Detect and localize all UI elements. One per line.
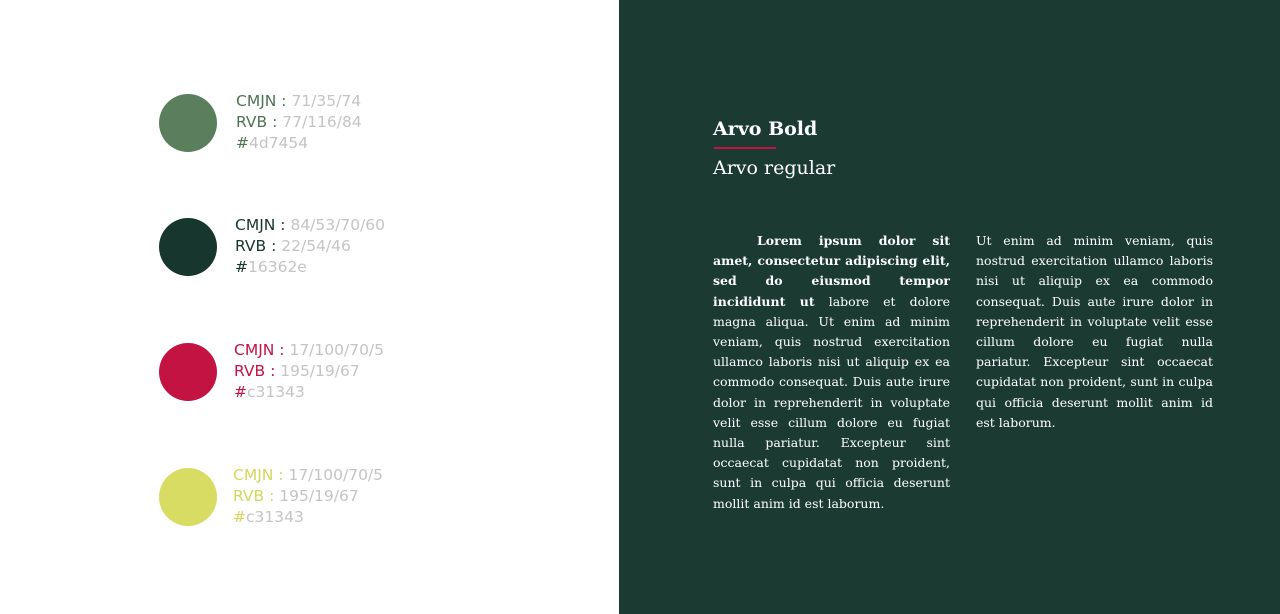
cmjn-value: 84/53/70/60 <box>290 216 386 234</box>
typography-panel <box>619 0 1280 614</box>
swatch-row-dark-green <box>159 215 559 278</box>
bold-font-title: Arvo Bold <box>713 118 818 140</box>
cmjn-line <box>235 215 385 236</box>
hex-line <box>236 133 362 154</box>
color-swatch-crimson <box>159 343 217 401</box>
hex-line <box>234 382 384 403</box>
cmjn-line <box>233 465 383 486</box>
rvb-value: 195/19/67 <box>280 362 360 380</box>
swatch-row-sage-green <box>159 91 559 154</box>
color-palette-panel <box>0 0 619 614</box>
cmjn-line <box>234 340 384 361</box>
rvb-label: RVB : <box>236 113 278 131</box>
color-swatch-lime <box>159 468 217 526</box>
sample-text-lead-bold: Lorem ipsum dolor sit amet, consectetur adipiscing elit, sed do eiusmod tempor incididunt ut <box>713 233 950 309</box>
color-swatch-sage-green <box>159 94 217 152</box>
cmjn-label: CMJN : <box>233 466 284 484</box>
swatch-row-lime <box>159 465 559 528</box>
cmjn-value: 17/100/70/5 <box>288 466 384 484</box>
color-codes <box>236 91 362 154</box>
rvb-line <box>236 112 362 133</box>
rvb-label: RVB : <box>233 487 275 505</box>
hex-line <box>235 257 385 278</box>
rvb-value: 22/54/46 <box>281 237 351 255</box>
hex-value: 4d7454 <box>249 134 309 152</box>
color-swatch-dark-green <box>159 218 217 276</box>
rvb-line <box>234 361 384 382</box>
hex-prefix: # <box>233 508 246 526</box>
swatch-row-crimson <box>159 340 559 403</box>
hex-line <box>233 507 383 528</box>
regular-font-title: Arvo regular <box>713 157 836 179</box>
rvb-value: 77/116/84 <box>282 113 362 131</box>
sample-text-column-2: Ut enim ad minim veniam, quis nostrud exercitation ullamco laboris nisi ut aliquip ex ea commodo consequat. Duis aute irure dolor in reprehenderit in voluptate velit esse cillum dolore eu fugiat nulla pariatur. Excepteur sint occaecat cupidatat non proident, sunt in culpa qui officia deserunt mollit anim id est laborum. <box>976 233 1213 430</box>
color-codes <box>234 340 384 403</box>
cmjn-label: CMJN : <box>236 92 287 110</box>
sample-text-body: labore et dolore magna aliqua. Ut enim ad minim veniam, quis nostrud exercitation ullamco laboris nisi ut aliquip ex ea commodo consequat. Duis aute irure dolor in reprehenderit in voluptate velit esse cillum dolore eu fugiat nulla pariatur. Excepteur sint occaecat cupidatat non proident, sunt in culpa qui officia deserunt mollit anim id est laborum. <box>713 293 950 511</box>
color-codes <box>235 215 385 278</box>
hex-value: c31343 <box>247 383 305 401</box>
hex-value: c31343 <box>246 508 304 526</box>
hex-prefix: # <box>234 383 247 401</box>
color-codes <box>233 465 383 528</box>
rvb-value: 195/19/67 <box>279 487 359 505</box>
cmjn-value: 17/100/70/5 <box>289 341 385 359</box>
rvb-label: RVB : <box>234 362 276 380</box>
cmjn-label: CMJN : <box>235 216 286 234</box>
cmjn-line <box>236 91 362 112</box>
cmjn-label: CMJN : <box>234 341 285 359</box>
rvb-line <box>233 486 383 507</box>
hex-value: 16362e <box>248 258 307 276</box>
sample-text-column-1 <box>713 231 950 514</box>
hex-prefix: # <box>236 134 249 152</box>
rvb-label: RVB : <box>235 237 277 255</box>
accent-underline <box>714 147 776 149</box>
rvb-line <box>235 236 385 257</box>
cmjn-value: 71/35/74 <box>291 92 362 110</box>
hex-prefix: # <box>235 258 248 276</box>
